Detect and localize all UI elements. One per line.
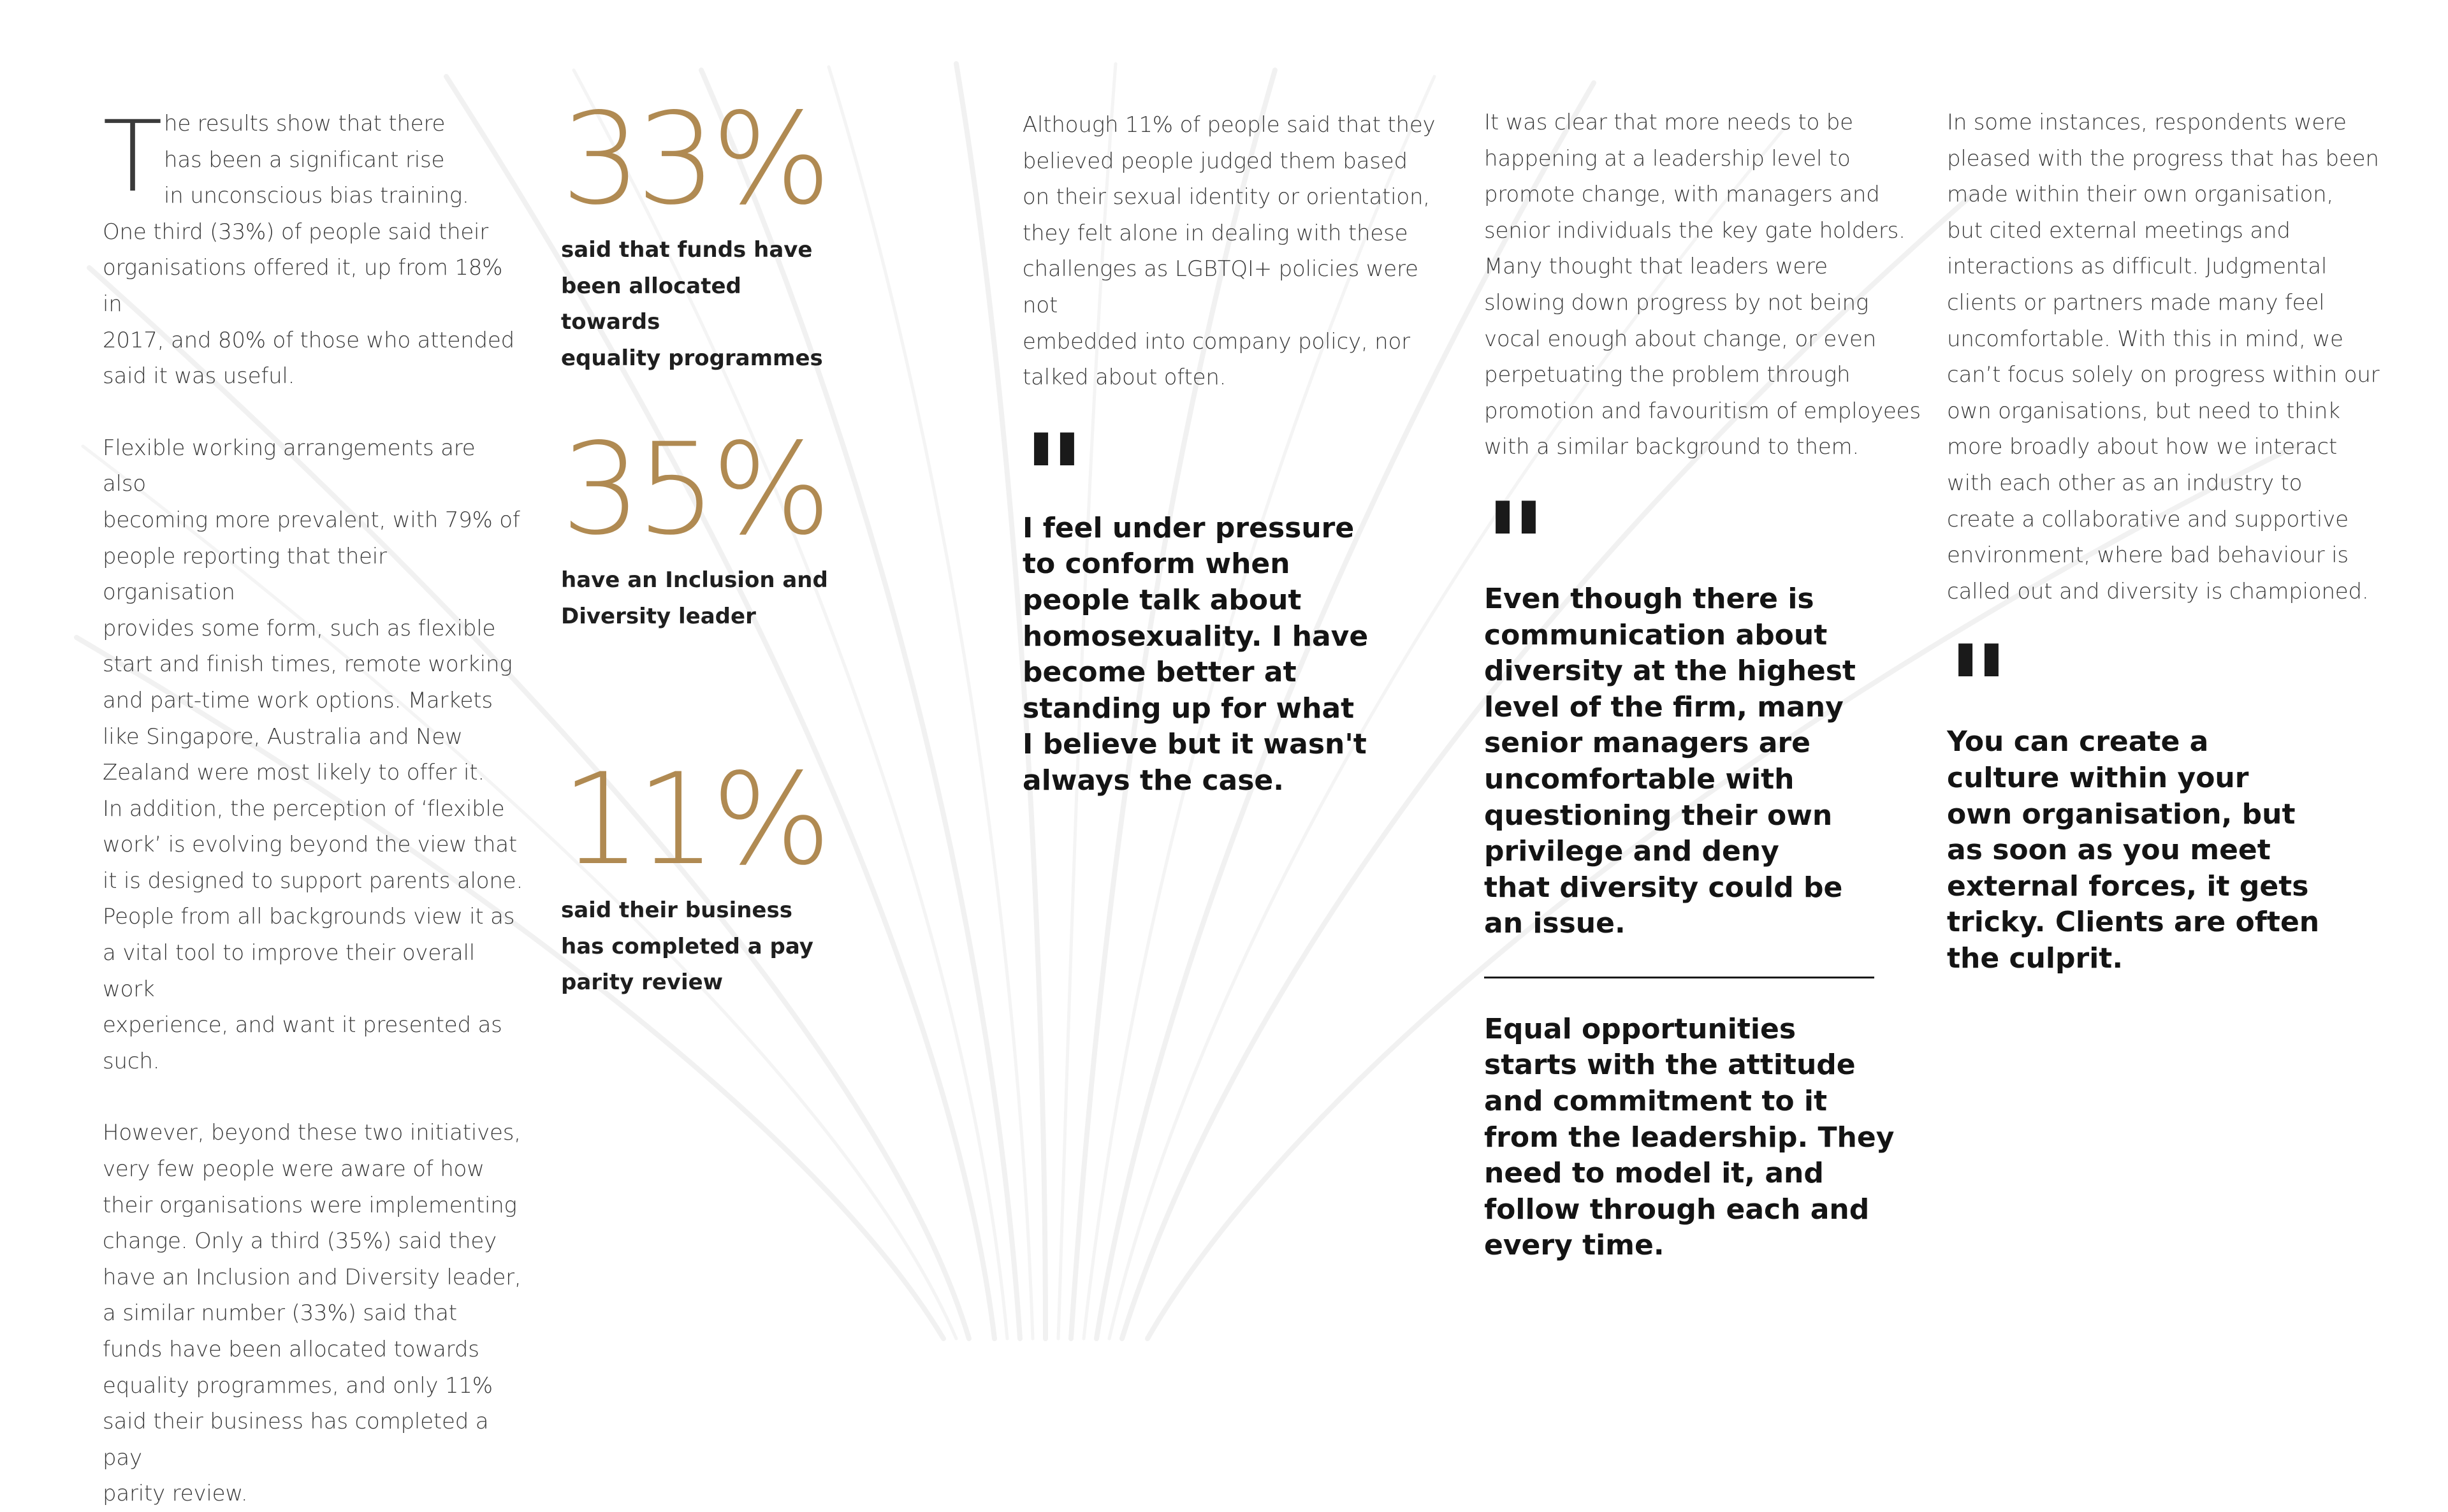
initiatives-paragraph: However, beyond these two initiatives, very few people were aware of how their organisations were implementing change. Only a third (35%) said they have an Inclusion and Diversity leader, a similar number (33%) said that funds have been allocated towards equality programmes, and only 11% said their business has completed a pay parity review. <box>103 1120 521 1507</box>
intro-column <box>103 100 523 1512</box>
leadership-paragraph: It was clear that more needs to be happening at a leadership level to promote change, with managers and senior individuals the key gate holders. Many thought that leaders were slowing down progress by not being vocal enough about change, or even perpetuating the problem through promotion and favouritism of employees with a similar background to them. <box>1484 110 1921 460</box>
external-paragraph: In some instances, respondents were pleased with the progress that has been made within their own organisation, but cited external meetings and interactions as difficult. Judgmental clients or partners made many feel uncomfortable. With this in mind, we can’t focus solely on progress within our own organisations, but need to think more broadly about how we interact with each other as an industry to create a collaborative and supportive environment, where bad behaviour is called out and diversity is championed. <box>1947 110 2380 604</box>
pull-quote <box>1023 408 1456 799</box>
quote-text: Even though there is communication about diversity at the highest level of the firm, many senior managers are uncomfortable with questioning their own privilege and deny that diversity could be an issue. <box>1484 582 1856 940</box>
stat-number: 11% <box>561 746 827 893</box>
stat-label: have an Inclusion and Diversity leader <box>561 567 828 629</box>
stat-label: said that funds have been allocated towards equality programmes <box>561 237 823 371</box>
stat-number: 35% <box>561 416 827 563</box>
lgbtqi-column <box>1023 107 1456 799</box>
intro-paragraph-rest: One third (33%) of people said their organisations offered it, up from 18% in 2017, and 80% of those who attended said it was useful. <box>103 219 515 389</box>
external-column <box>1947 105 2393 977</box>
pull-quote <box>1947 620 2393 977</box>
quote-divider <box>1484 977 1874 978</box>
stat-funds-allocated <box>561 85 841 376</box>
intro-paragraph <box>103 100 523 395</box>
quote-text: You can create a culture within your own organisation, but as soon as you meet external forces, it gets tricky. Clients are often the culprit. <box>1947 725 2320 975</box>
drop-cap-lines: he results show that there has been a significant rise in unconscious bias training. <box>164 111 469 209</box>
pull-quote <box>1484 476 1924 942</box>
lgbtqi-paragraph: Although 11% of people said that they believed people judged them based on their sexual identity or orientation, they felt alone in dealing with these challenges as LGBTQI+ policies were not embedded into company policy, nor talked about often. <box>1023 112 1436 391</box>
quote-mark-icon: " <box>1023 408 1086 549</box>
flexible-working-paragraph: Flexible working arrangements are also becoming more prevalent, with 79% of people reporting that their organisation provides some form, such as flexible start and finish times, remote working and part-time work options. Markets like Singapore, Australia and New Zealand were most likely to offer it. In addition, the perception of ‘flexible work’ is evolving beyond the view that it is designed to support parents alone. People from all backgrounds view it as a vital tool to improve their overall work experience, and want it presented as such. <box>103 435 523 1074</box>
stat-pay-parity <box>561 746 827 1001</box>
leadership-column <box>1484 105 1924 1264</box>
stat-number: 33% <box>561 85 827 233</box>
quote-mark-icon: " <box>1947 620 2010 761</box>
drop-cap: T <box>103 100 163 214</box>
quote-text: I feel under pressure to conform when people talk about homosexuality. I have become better at standing up for what I believe but it wasn't always the case. <box>1023 511 1369 797</box>
stat-label: said their business has completed a pay parity review <box>561 898 813 996</box>
stat-inclusion-leader <box>561 416 828 634</box>
quote-text-secondary: Equal opportunities starts with the attitude and commitment to it from the leadership. They need to model it, and follow through each and every time. <box>1484 1012 1895 1262</box>
quote-mark-icon: " <box>1484 476 1547 618</box>
